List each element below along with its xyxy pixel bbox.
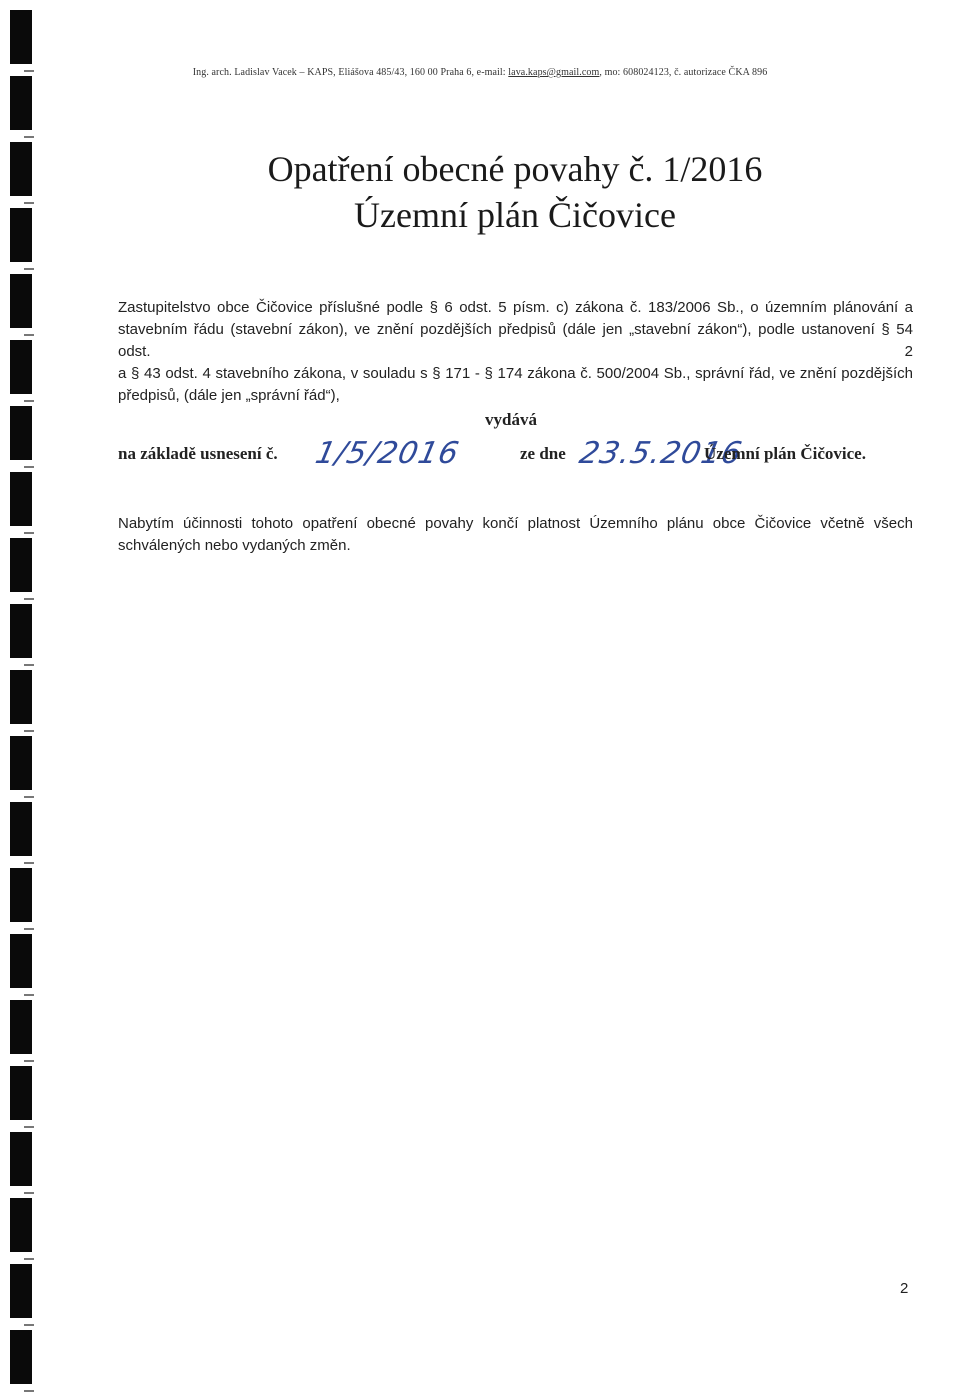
binding-nick xyxy=(24,796,34,798)
binding-nick xyxy=(24,1192,34,1194)
binding-hole xyxy=(10,10,32,64)
header-text: Ing. arch. Ladislav Vacek – KAPS, Eliášova 485/43, 160 00 Praha 6, e-mail: xyxy=(192,67,509,78)
binding-hole xyxy=(10,1330,32,1384)
binding-hole xyxy=(10,472,32,526)
binding-nick xyxy=(24,1324,34,1326)
binding-hole xyxy=(10,340,32,394)
binding-nick xyxy=(24,664,34,666)
binding-nick xyxy=(24,862,34,864)
binding-hole xyxy=(10,736,32,790)
binding-hole xyxy=(10,274,32,328)
binding-nick xyxy=(24,400,34,402)
binding-nick xyxy=(24,1258,34,1260)
resolution-label: na základě usnesení č. xyxy=(118,444,278,463)
intro-line: předpisů, (dále jen „správní řád“), xyxy=(118,387,340,404)
binding-nick xyxy=(24,1126,34,1128)
binding-nick xyxy=(24,136,34,138)
date-handwritten: 23.5.2016 xyxy=(576,436,746,471)
binding-hole xyxy=(10,1198,32,1252)
binding-hole xyxy=(10,1264,32,1318)
binding-nick xyxy=(24,1390,34,1392)
resolution-number-handwritten: 1/5/2016 xyxy=(312,436,463,471)
binding-hole xyxy=(10,1000,32,1054)
binding-hole xyxy=(10,670,32,724)
binding-nick xyxy=(24,268,34,270)
binding-nick xyxy=(24,730,34,732)
binding-nick xyxy=(24,532,34,534)
binding-hole xyxy=(10,934,32,988)
intro-line: a § 43 odst. 4 stavebního zákona, v souladu s § 171 - § 174 zákona č. 500/2004 Sb., správní řád, ve znění pozdějších xyxy=(118,365,913,382)
header-email-link[interactable]: lava.kaps@gmail.com xyxy=(508,67,600,78)
intro-paragraph xyxy=(118,297,913,407)
closing-paragraph: Nabytím účinnosti tohoto opatření obecné povahy končí platnost Územního plánu obce Čičovice včetně všech schválených nebo vydaných změn. xyxy=(118,515,913,554)
date-label: ze dne xyxy=(520,444,566,463)
binding-nick xyxy=(24,928,34,930)
document-title: Opatření obecné povahy č. 1/2016 xyxy=(267,149,763,189)
binding-nick xyxy=(24,598,34,600)
binding-hole xyxy=(10,868,32,922)
binding-hole xyxy=(10,76,32,130)
binding-nick xyxy=(24,334,34,336)
page-number: 2 xyxy=(900,1280,909,1297)
binding-hole xyxy=(10,406,32,460)
author-header xyxy=(0,67,960,78)
header-rest: , mo: 608024123, č. autorizace ČKA 896 xyxy=(599,67,768,78)
issue-verb: vydává xyxy=(485,410,537,429)
binding-hole xyxy=(10,538,32,592)
binding-nick xyxy=(24,466,34,468)
intro-line: stavebním řádu (stavební zákon), ve znění pozdějších předpisů (dále jen „stavební zákon“), podle ustanovení § 54 odst. 2 xyxy=(118,321,913,360)
binding-hole xyxy=(10,1132,32,1186)
document-subtitle: Územní plán Čičovice xyxy=(354,195,676,235)
binding-nick xyxy=(24,994,34,996)
binding-hole xyxy=(10,1066,32,1120)
binding-hole xyxy=(10,604,32,658)
plan-name: Územní plán Čičovice. xyxy=(704,444,866,463)
binding-nick xyxy=(24,1060,34,1062)
intro-line: Zastupitelstvo obce Čičovice příslušné podle § 6 odst. 5 písm. c) zákona č. 183/2006 Sb., o územním plánování a xyxy=(118,299,913,316)
binding-hole xyxy=(10,802,32,856)
